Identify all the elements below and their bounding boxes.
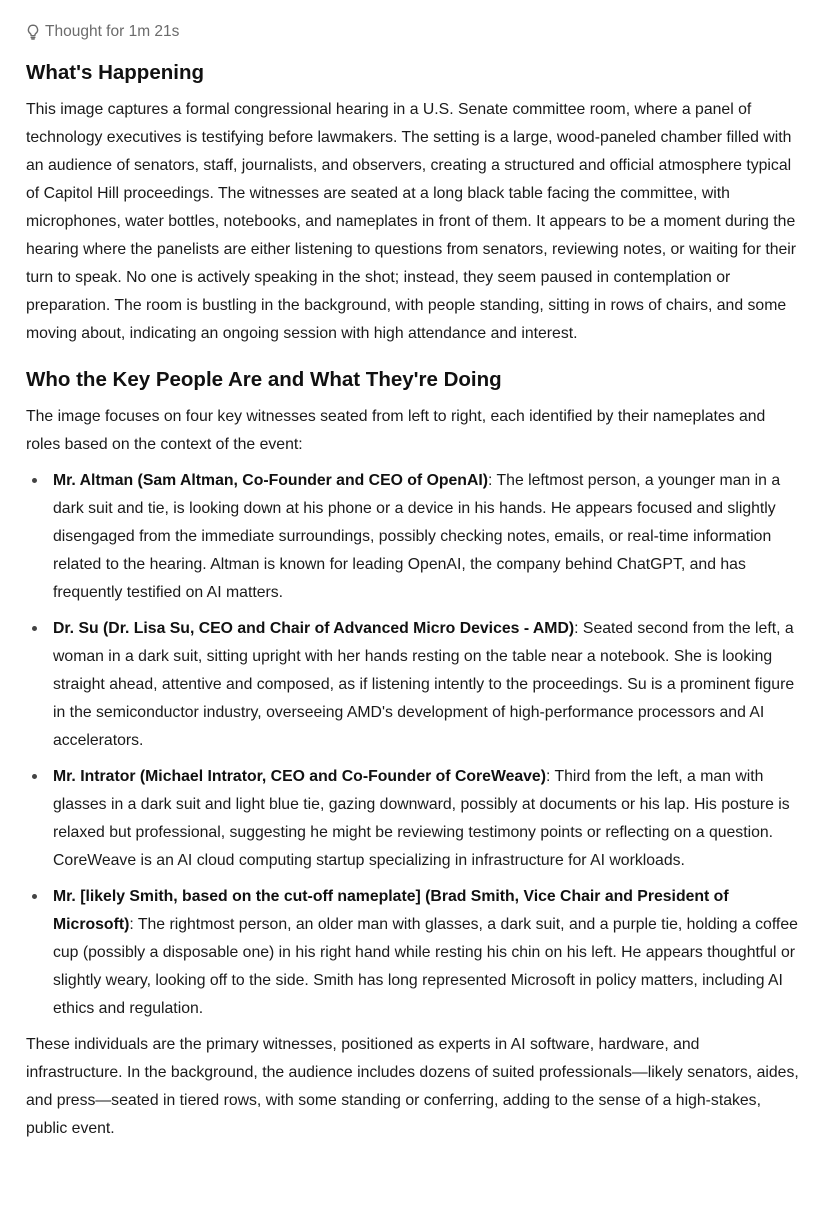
person-name: Mr. [likely Smith, based on the cut-off nameplate] (Brad Smith, Vice Chair and President of Microsoft) [53,888,729,933]
bullet-icon [32,626,37,631]
bullet-icon [32,894,37,899]
whats-happening-paragraph: This image captures a formal congressional hearing in a U.S. Senate committee room, where a panel of technology executives is testifying before lawmakers. The setting is a large, wood-paneled chamber filled with an audience of senators, staff, journalists, and observers, creating a structured and official atmosphere typical of Capitol Hill proceedings. The witnesses are seated at a long black table facing the committee, with microphones, water bottles, notebooks, and nameplates in front of them. It appears to be a moment during the hearing where the panelists are either listening to questions from senators, reviewing notes, or waiting for their turn to speak. No one is actively speaking in the shot; instead, they seem paused in contemplation or preparation. The room is bustling in the background, with people standing, sitting in rows of chairs, and some moving about, indicating an ongoing session with high attendance and interest. [26,101,797,342]
person-name: Mr. Altman (Sam Altman, Co-Founder and CEO of OpenAI) [53,472,489,489]
person-description: : The rightmost person, an older man with glasses, a dark suit, and a purple tie, holding a coffee cup (possibly a disposable one) in his right hand while resting his chin on his left. He appears thoughtful or slightly weary, looking off to the side. Smith has long represented Microsoft in policy matters, including AI ethics and regulation. [53,916,798,1017]
section-heading-key-people: Who the Key People Are and What They're Doing [26,368,502,391]
key-people-list [26,467,800,1023]
list-item [26,615,800,755]
person-name: Dr. Su (Dr. Lisa Su, CEO and Chair of Advanced Micro Devices - AMD) [53,620,575,637]
bullet-icon [32,774,37,779]
person-description: : The leftmost person, a younger man in a dark suit and tie, is looking down at his phone or a device in his hands. He appears focused and slightly disengaged from the immediate surroundings, possibly checking notes, emails, or real-time information related to the hearing. Altman is known for leading OpenAI, the company behind ChatGPT, and has frequently testified on AI matters. [53,472,781,601]
lightbulb-icon [26,24,40,40]
list-item [26,467,800,607]
key-people-intro: The image focuses on four key witnesses seated from left to right, each identified by their nameplates and roles based on the context of the event: [26,408,766,453]
list-item [26,763,800,875]
thought-toggle[interactable] [26,20,179,44]
bullet-icon [32,478,37,483]
section-heading-whats-happening: What's Happening [26,61,204,84]
person-name: Mr. Intrator (Michael Intrator, CEO and Co-Founder of CoreWeave) [53,768,546,785]
person-description: : Seated second from the left, a woman in a dark suit, sitting upright with her hands resting on the table near a notebook. She is looking straight ahead, attentive and composed, as if listening intently to the proceedings. Su is a prominent figure in the semiconductor industry, overseeing AMD's development of high-performance processors and AI accelerators. [53,620,795,749]
person-description: : Third from the left, a man with glasses in a dark suit and light blue tie, gazing downward, possibly at documents or his lap. His posture is relaxed but professional, suggesting he might be reviewing testimony points or reflecting on a question. CoreWeave is an AI cloud computing startup specializing in infrastructure for AI workloads. [53,768,790,869]
closing-paragraph: These individuals are the primary witnesses, positioned as experts in AI software, hardware, and infrastructure. In the background, the audience includes dozens of suited professionals—likely senators, aides, and press—seated in tiered rows, with some standing or conferring, adding to the sense of a high-stakes, public event. [26,1036,799,1137]
thought-label: Thought for 1m 21s [45,23,180,40]
list-item [26,883,800,1023]
